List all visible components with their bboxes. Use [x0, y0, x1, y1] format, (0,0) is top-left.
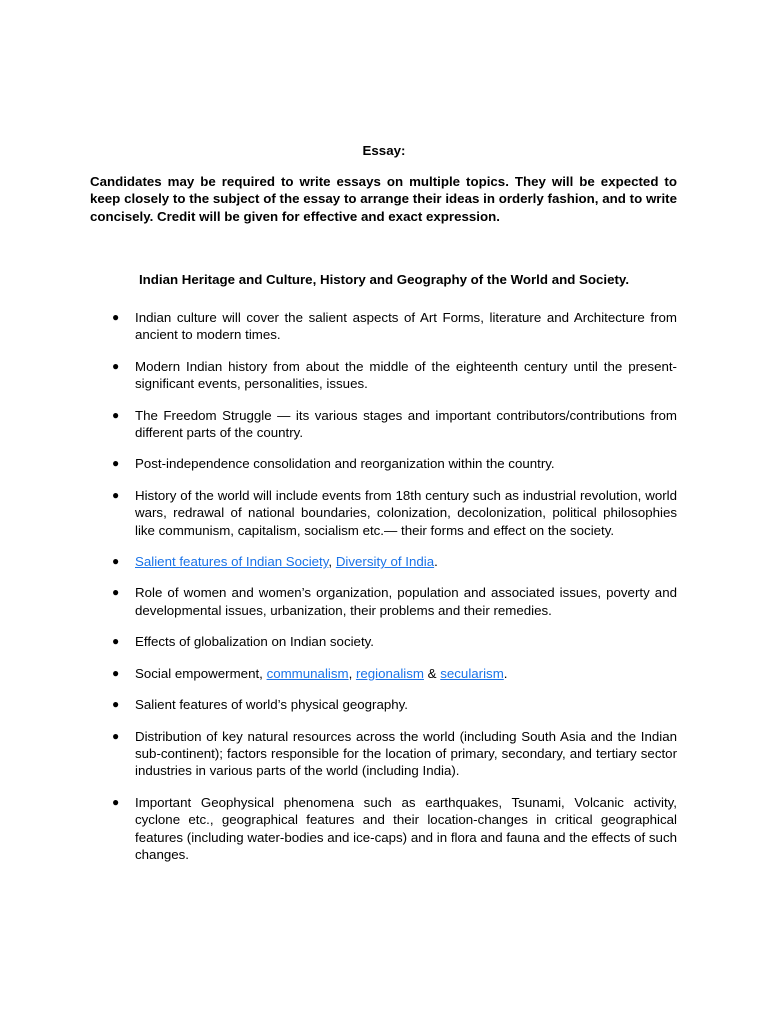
intro-paragraph: Candidates may be required to write essays on multiple topics. They will be expected to keep closely to the subject of the essay to arrange their ideas in orderly fashion, and to write concisely. Credit will be given for effective and exact expression. [90, 174, 677, 224]
list-item [0, 455, 768, 472]
bullet-icon: ● [112, 634, 120, 649]
page-title: Essay: [362, 143, 406, 158]
bullet-icon: ● [112, 358, 120, 373]
link-communalism[interactable]: communalism [266, 665, 349, 681]
list-item [0, 407, 768, 442]
separator-text: , [328, 554, 336, 570]
separator-text: , [348, 665, 356, 681]
link-indian-society[interactable]: Salient features of Indian Society [135, 554, 329, 570]
list-item-text: The Freedom Struggle — its various stages and important contributors/contributions from different parts of the country. [135, 407, 677, 441]
bullet-icon: ● [112, 407, 120, 422]
list-item-text: Modern Indian history from about the middle of the eighteenth century until the present- significant events, personalities, issues. [135, 358, 677, 392]
bullet-icon: ● [112, 456, 120, 471]
list-item-text: Post-independence consolidation and reorganization within the country. [135, 456, 555, 472]
section-heading: Indian Heritage and Culture, History and Geography of the World and Society. [138, 272, 630, 287]
end-punctuation: . [503, 665, 508, 681]
list-item [0, 358, 768, 393]
list-item [0, 728, 768, 780]
list-item-text: Distribution of key natural resources across the world (including South Asia and the Indian sub-continent); factors responsible for the location of primary, secondary, and tertiary sector industries in various parts of the world (including India). [135, 728, 677, 779]
bullet-icon: ● [112, 585, 120, 600]
list-item [0, 696, 768, 713]
list-item [0, 553, 768, 570]
bullet-icon: ● [112, 310, 120, 324]
bullet-icon: ● [112, 728, 120, 743]
list-item-text: Salient features of world’s physical geography. [135, 697, 408, 713]
list-item-text: Effects of globalization on Indian society. [135, 634, 374, 650]
topic-list [0, 309, 768, 877]
list-item [0, 309, 768, 344]
link-diversity-of-india[interactable]: Diversity of India [335, 554, 435, 570]
bullet-icon: ● [112, 794, 120, 809]
bullet-icon: ● [112, 487, 120, 502]
separator-text: & [423, 665, 441, 681]
list-item-text: History of the world will include events from 18th century such as industrial revolution, world wars, redrawal of national boundaries, colonization, decolonization, political philosophies like communism, capitalism, socialism etc.— their forms and effect on the society. [135, 487, 677, 538]
list-item-text: Indian culture will cover the salient aspects of Art Forms, literature and Architecture from ancient to modern times. [135, 310, 677, 343]
bullet-icon: ● [112, 554, 120, 569]
bullet-icon: ● [112, 665, 120, 680]
bullet-icon: ● [112, 697, 120, 712]
link-regionalism[interactable]: regionalism [355, 665, 424, 681]
list-item-text: Role of women and women’s organization, population and associated issues, poverty and developmental issues, urbanization, their problems and their remedies. [135, 585, 677, 618]
list-item [0, 487, 768, 539]
list-item [0, 794, 768, 864]
list-item [0, 665, 768, 682]
list-item-prefix: Social empowerment, [135, 665, 267, 681]
link-secularism[interactable]: secularism [440, 665, 504, 681]
list-item [0, 633, 768, 650]
list-item-text: Important Geophysical phenomena such as earthquakes, Tsunami, Volcanic activity, cyclone etc., geographical features and their location-changes in critical geographical features (including water-bodies and ice-caps) and in flora and fauna and the effects of such changes. [135, 794, 677, 862]
end-punctuation: . [434, 554, 438, 570]
list-item [0, 584, 768, 619]
